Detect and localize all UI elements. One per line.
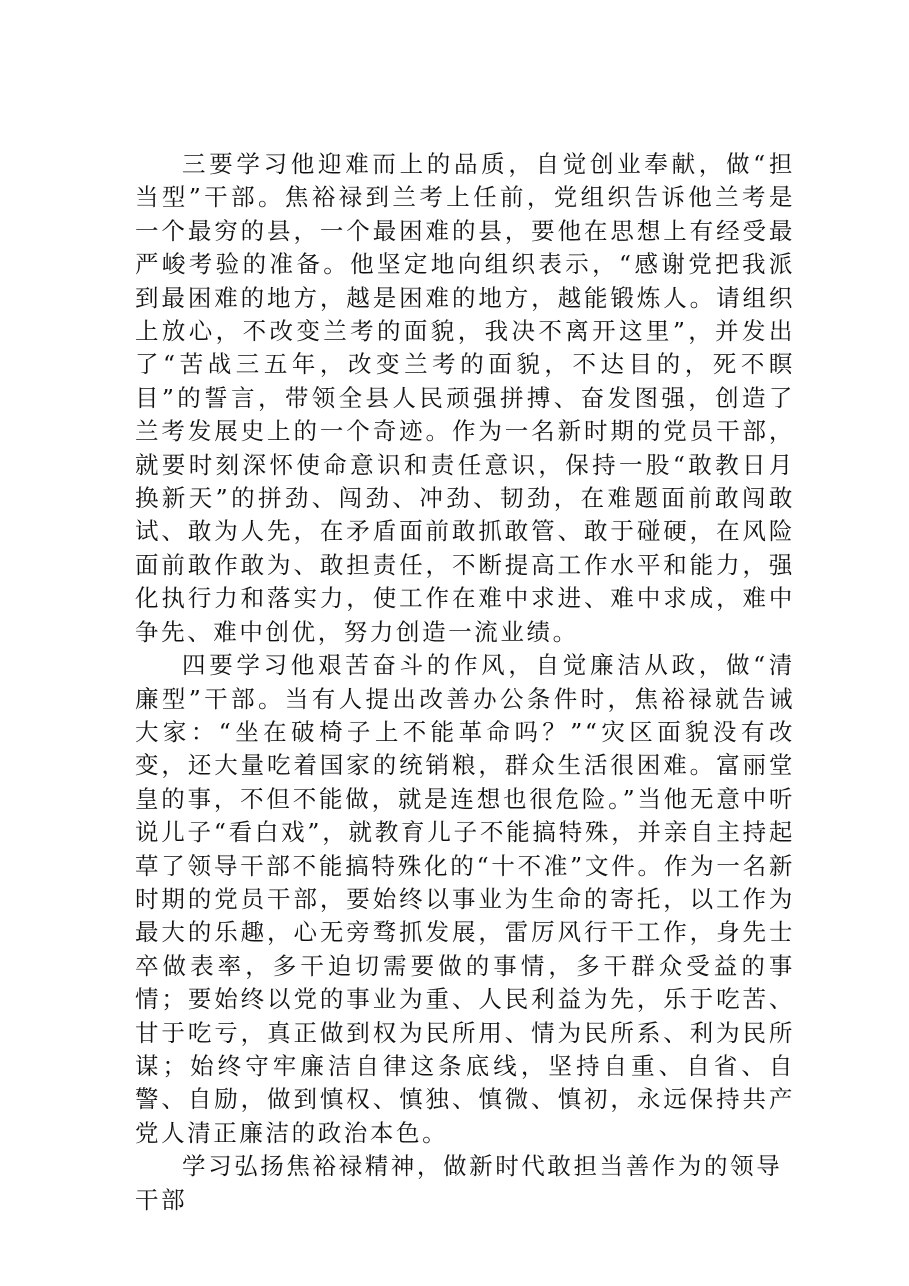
paragraph-learn-integrity: 四要学习他艰苦奋斗的作风，自觉廉洁从政，做“清廉型”干部。当有人提出改善办公条件时，焦裕禄就告诫大家：“坐在破椅子上不能革命吗？”“灾区面貌没有改变，还大量吃着国家的统销粮，群众生活很困难。富丽堂皇的事，不但不能做，就是连想也很危险。”当他无意中听说儿子“看白戏”，就教育儿子不能搞特殊，并亲自主持起草了领导干部不能搞特殊化的“十不准”文件。作为一名新时期的党员干部，要始终以事业为生命的寄托，以工作为最大的乐趣，心无旁骛抓发展，雷厉风行干工作，身先士卒做表率，多干迫切需要做的事情，多干群众受益的事情；要始终以党的事业为重、人民利益为先，乐于吃苦、甘于吃亏，真正做到权为民所用、情为民所系、利为民所谋；始终守牢廉洁自律这条底线，坚持自重、自省、自警、自励，做到慎权、慎独、慎微、慎初，永远保持共产党人清正廉洁的政治本色。: [135, 651, 795, 1147]
document-body: [135, 148, 795, 1217]
paragraph-footer-title: 学习弘扬焦裕禄精神，做新时代敢担当善作为的领导干部: [135, 1152, 783, 1214]
paragraph-learn-responsibility: 三要学习他迎难而上的品质，自觉创业奉献，做“担当型”干部。焦裕禄到兰考上任前，党组织告诉他兰考是一个最穷的县，一个最困难的县，要他在思想上有经受最严峻考验的准备。他坚定地向组织表示，“感谢党把我派到最困难的地方，越是困难的地方，越能锻炼人。请组织上放心，不改变兰考的面貌，我决不离开这里”，并发出了“苦战三五年，改变兰考的面貌，不达目的，死不瞑目”的誓言，带领全县人民顽强拼搏、奋发图强，创造了兰考发展史上的一个奇迹。作为一名新时期的党员干部，就要时刻深怀使命意识和责任意识，保持一股“敢教日月换新天”的拼劲、闯劲、冲劲、韧劲，在难题面前敢闯敢试、敢为人先，在矛盾面前敢抓敢管、敢于碰硬，在风险面前敢作敢为、敢担责任，不断提高工作水平和能力，强化执行力和落实力，使工作在难中求进、难中求成，难中争先、难中创优，努力创造一流业绩。: [135, 150, 795, 646]
